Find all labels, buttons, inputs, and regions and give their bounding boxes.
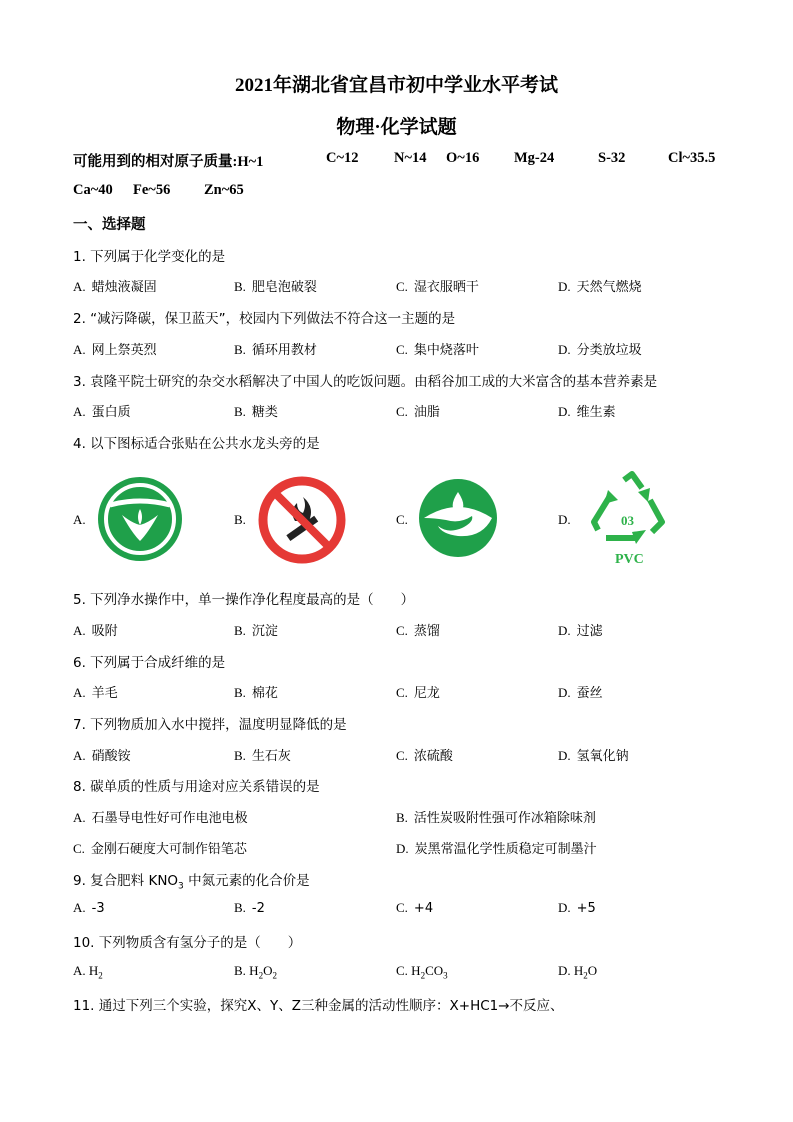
q10-option-a: A. $H_2$: [73, 963, 103, 981]
q2-option-c: C. 集中烧落叶: [396, 342, 479, 358]
q2-option-b: B. 循环用教材: [234, 342, 317, 358]
atomic-mass-cl: Cl~35.5: [668, 150, 716, 166]
q5-option-b: B. 沉淀: [234, 623, 278, 639]
question-11: 11. 通过下列三个实验，探究X、Y、Z三种金属的活动性顺序：X+HC1→不反应、: [73, 998, 564, 1014]
atomic-mass-s: S-32: [598, 150, 626, 166]
q1-option-c: C. 湿衣服晒干: [396, 279, 479, 295]
q1-option-a: A. 蜡烛液凝固: [73, 279, 157, 295]
q7-option-c: C. 浓硫酸: [396, 748, 453, 764]
q10-option-d: D. $H_2O$: [558, 963, 598, 981]
q9-option-a: A. -3: [73, 900, 105, 916]
q7-option-d: D. 氢氧化钠: [558, 748, 629, 764]
q3-option-c: C. 油脂: [396, 404, 440, 420]
q3-option-a: A. 蛋白质: [73, 404, 131, 420]
q3-option-b: B. 糖类: [234, 404, 278, 420]
question-6: 6. 下列属于合成纤维的是: [73, 655, 226, 671]
q6-option-b: B. 棉花: [234, 685, 278, 701]
section-heading: 一、选择题: [73, 217, 146, 233]
q6-option-a: A. 羊毛: [73, 685, 118, 701]
q2-option-d: D. 分类放垃圾: [558, 342, 642, 358]
no-smoking-icon: [257, 475, 347, 565]
recycle-pvc-icon: [586, 470, 678, 550]
question-4: 4. 以下图标适合张贴在公共水龙头旁的是: [73, 436, 320, 452]
atomic-mass-prefix: 可能用到的相对原子质量:H~1: [73, 154, 264, 170]
atomic-mass-ca: Ca~40: [73, 182, 113, 198]
question-7: 7. 下列物质加入水中搅拌，温度明显降低的是: [73, 717, 347, 733]
q4-option-d-label: D.: [558, 512, 571, 527]
q10-option-c: C. $H_2CO_3$: [396, 963, 448, 981]
q4-option-a-label: A.: [73, 512, 86, 527]
atomic-mass-o: O~16: [446, 150, 480, 166]
q6-option-c: C. 尼龙: [396, 685, 440, 701]
q2-option-a: A. 网上祭英烈: [73, 342, 157, 358]
recycle-label: PVC: [615, 552, 644, 567]
q6-option-d: D. 蚕丝: [558, 685, 603, 701]
q8-option-a: A. 石墨导电性好可作电池电极: [73, 810, 248, 826]
recycle-code: 03: [621, 513, 634, 528]
q3-option-d: D. 维生素: [558, 404, 616, 420]
q8-option-c: C. 金刚石硬度大可制作铅笔芯: [73, 841, 247, 857]
page-subtitle: 物理·化学试题: [336, 117, 457, 138]
question-10: 10. 下列物质含有氢分子的是（ ）: [73, 935, 302, 951]
q5-option-d: D. 过滤: [558, 623, 603, 639]
question-3: 3. 袁隆平院士研究的杂交水稻解决了中国人的吃饭问题。由稻谷加工成的大米富含的基本营养素是: [73, 374, 658, 390]
q4-option-b-label: B.: [234, 512, 246, 527]
q1-option-b: B. 肥皂泡破裂: [234, 279, 317, 295]
atomic-mass-mg: Mg-24: [514, 150, 555, 166]
question-5: 5. 下列净水操作中，单一操作净化程度最高的是（ ）: [73, 592, 415, 608]
q5-option-c: C. 蒸馏: [396, 623, 440, 639]
q8-option-d: D. 炭黑常温化学性质稳定可制墨汁: [396, 841, 597, 857]
atomic-mass-fe: Fe~56: [133, 182, 171, 198]
q7-option-a: A. 硝酸铵: [73, 748, 131, 764]
q5-option-a: A. 吸附: [73, 623, 118, 639]
q9-option-b: B. -2: [234, 900, 265, 916]
green-food-icon: [96, 475, 184, 563]
question-1: 1. 下列属于化学变化的是: [73, 249, 226, 265]
q8-option-b: B. 活性炭吸附性强可作冰箱除味剂: [396, 810, 596, 826]
atomic-mass-zn: Zn~65: [204, 182, 244, 198]
question-9: 9. 复合肥料 $KNO_3$ 中氮元素的化合价是: [73, 873, 310, 892]
q1-option-d: D. 天然气燃烧: [558, 279, 642, 295]
q9-option-d: D. +5: [558, 900, 596, 916]
q10-option-b: B. $H_2O_2$: [234, 963, 277, 981]
water-saving-icon: [418, 478, 498, 558]
question-2: 2. “减污降碳，保卫蓝天”，校园内下列做法不符合这一主题的是: [73, 311, 456, 327]
q9-option-c: C. +4: [396, 900, 434, 916]
question-8: 8. 碳单质的性质与用途对应关系错误的是: [73, 779, 320, 795]
q4-option-c-label: C.: [396, 512, 408, 527]
q7-option-b: B. 生石灰: [234, 748, 291, 764]
page-title: 2021年湖北省宜昌市初中学业水平考试: [234, 75, 558, 96]
atomic-mass-n: N~14: [394, 150, 427, 166]
atomic-mass-c: C~12: [326, 150, 359, 166]
